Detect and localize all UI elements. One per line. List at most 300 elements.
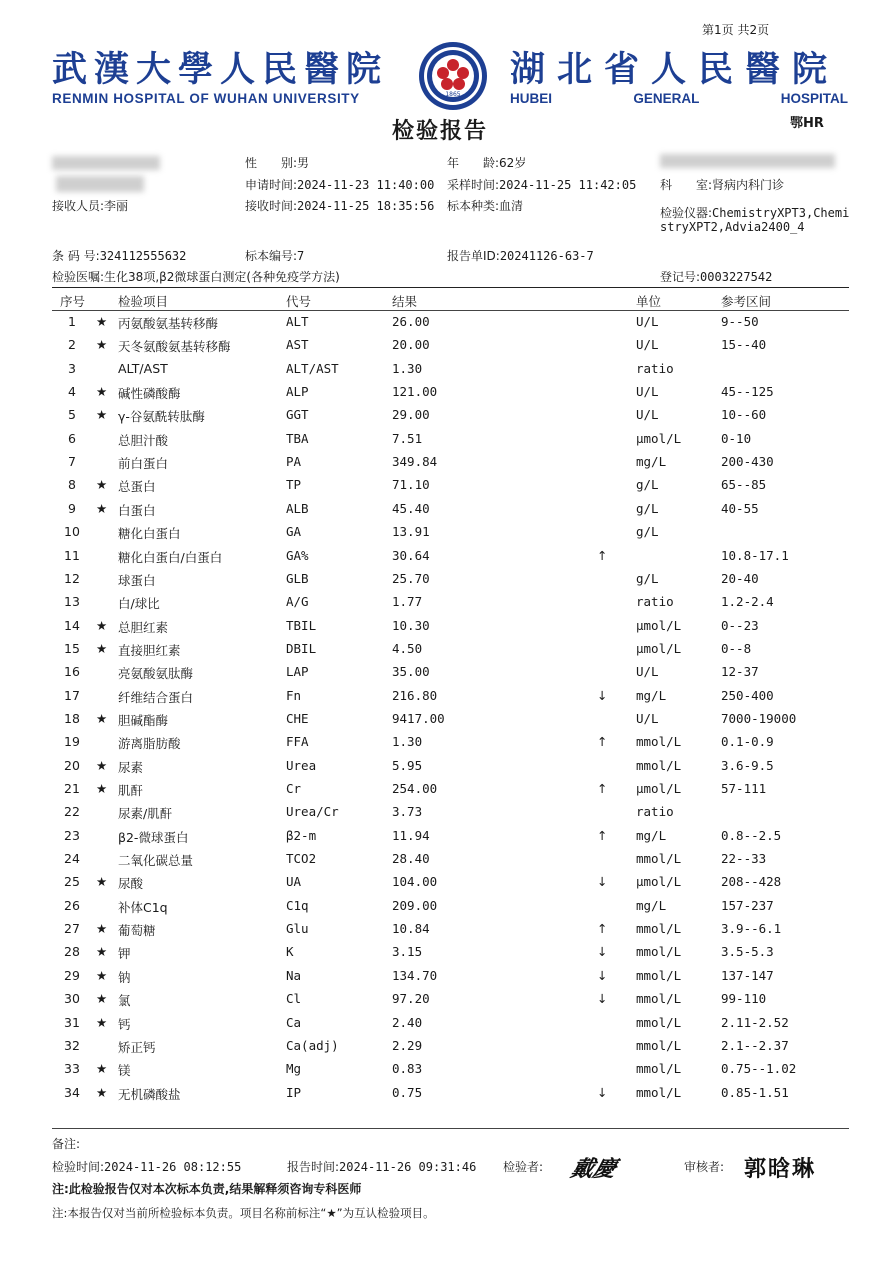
item-result: 121.00 bbox=[392, 384, 438, 400]
item-result: 216.80 bbox=[392, 687, 438, 703]
table-top-rule bbox=[52, 287, 849, 288]
table-header bbox=[52, 292, 849, 315]
item-ref-range: 7000-19000 bbox=[721, 710, 797, 726]
item-star-icon: ★ bbox=[96, 921, 108, 937]
table-row bbox=[52, 664, 849, 687]
item-ref-range: 0-10 bbox=[721, 430, 752, 446]
item-name: 总蛋白 bbox=[118, 479, 156, 495]
table-row bbox=[52, 944, 849, 967]
item-code: UA bbox=[286, 874, 302, 890]
item-result: 35.00 bbox=[392, 664, 430, 680]
reviewer-label: 审核者: bbox=[684, 1160, 725, 1174]
item-code: TBA bbox=[286, 430, 309, 446]
item-unit: U/L bbox=[636, 710, 659, 726]
item-code: C1q bbox=[286, 897, 309, 913]
item-name: 矫正钙 bbox=[118, 1039, 156, 1055]
header-idx: 序号 bbox=[60, 294, 86, 309]
item-name: 白蛋白 bbox=[118, 502, 156, 518]
item-star-icon: ★ bbox=[96, 1084, 108, 1100]
item-code: A/G bbox=[286, 594, 309, 610]
item-index: 20 bbox=[64, 757, 80, 773]
item-unit: ratio bbox=[636, 594, 674, 610]
item-name: 二氧化碳总量 bbox=[118, 853, 194, 869]
item-name: 碱性磷酸酶 bbox=[118, 386, 181, 402]
item-unit: μmol/L bbox=[636, 430, 682, 446]
item-result: 10.84 bbox=[392, 921, 430, 937]
item-ref-range: 15--40 bbox=[721, 337, 767, 353]
item-ref-range: 2.1--2.37 bbox=[721, 1037, 789, 1053]
barcode-field: 条 码 号:324112555632 bbox=[52, 249, 187, 263]
table-row bbox=[52, 898, 849, 921]
item-code: Mg bbox=[286, 1061, 302, 1077]
header-code: 代号 bbox=[286, 294, 312, 309]
item-name: γ-谷氨酰转肽酶 bbox=[118, 409, 205, 425]
item-name: 无机磷酸盐 bbox=[118, 1086, 181, 1102]
item-name: 游离脂肪酸 bbox=[118, 736, 181, 752]
item-ref-range: 0.1-0.9 bbox=[721, 734, 774, 750]
item-index: 12 bbox=[64, 570, 80, 586]
item-index: 19 bbox=[64, 734, 80, 750]
item-name: 补体C1q bbox=[118, 899, 168, 915]
item-flag-icon: ↓ bbox=[597, 874, 608, 890]
hospital-logo bbox=[417, 40, 489, 112]
item-unit: mg/L bbox=[636, 827, 667, 843]
hospital-name-en-left: RENMIN HOSPITAL OF WUHAN UNIVERSITY bbox=[52, 91, 360, 106]
table-row bbox=[52, 361, 849, 384]
item-unit: mmol/L bbox=[636, 1014, 682, 1030]
item-code: ALT/AST bbox=[286, 360, 339, 376]
item-ref-range: 40-55 bbox=[721, 500, 759, 516]
item-index: 34 bbox=[64, 1084, 80, 1100]
item-code: ALP bbox=[286, 384, 309, 400]
item-result: 4.50 bbox=[392, 640, 423, 656]
item-code: PA bbox=[286, 454, 302, 470]
item-unit: U/L bbox=[636, 664, 659, 680]
table-row bbox=[52, 734, 849, 757]
item-index: 16 bbox=[64, 664, 80, 680]
item-result: 1.30 bbox=[392, 360, 423, 376]
item-unit: μmol/L bbox=[636, 617, 682, 633]
item-code: TP bbox=[286, 477, 302, 493]
item-ref-range: 200-430 bbox=[721, 454, 774, 470]
item-index: 14 bbox=[64, 617, 80, 633]
table-row bbox=[52, 337, 849, 360]
item-ref-range: 3.6-9.5 bbox=[721, 757, 774, 773]
item-result: 2.29 bbox=[392, 1037, 423, 1053]
table-row bbox=[52, 548, 849, 571]
test-time-field: 检验时间:2024-11-26 08:12:55 bbox=[52, 1160, 242, 1174]
item-unit: U/L bbox=[636, 314, 659, 329]
report-time-field: 报告时间:2024-11-26 09:31:46 bbox=[287, 1160, 477, 1174]
header-result: 结果 bbox=[392, 294, 418, 309]
age-field: 年 龄:62岁 bbox=[447, 156, 527, 170]
table-row bbox=[52, 524, 849, 547]
item-name: 总胆红素 bbox=[118, 619, 169, 635]
item-name: 糖化白蛋白 bbox=[118, 526, 181, 542]
item-ref-range: 45--125 bbox=[721, 384, 774, 400]
item-result: 26.00 bbox=[392, 314, 430, 329]
item-index: 15 bbox=[64, 640, 80, 656]
table-row bbox=[52, 477, 849, 500]
table-row bbox=[52, 968, 849, 991]
item-result: 349.84 bbox=[392, 454, 438, 470]
item-name: 氯 bbox=[118, 993, 131, 1009]
item-result: 30.64 bbox=[392, 547, 430, 563]
item-ref-range: 22--33 bbox=[721, 851, 767, 867]
table-row bbox=[52, 454, 849, 477]
item-ref-range: 0.8--2.5 bbox=[721, 827, 782, 843]
item-flag-icon: ↑ bbox=[597, 827, 608, 843]
item-ref-range: 10.8-17.1 bbox=[721, 547, 789, 563]
item-unit: g/L bbox=[636, 500, 659, 516]
item-ref-range: 0--8 bbox=[721, 640, 752, 656]
table-row bbox=[52, 571, 849, 594]
receiver-field: 接收人员:李丽 bbox=[52, 199, 129, 213]
item-star-icon: ★ bbox=[96, 384, 108, 400]
item-result: 0.75 bbox=[392, 1084, 423, 1100]
instrument-field-cont: stryXPT2,Advia2400_4 bbox=[660, 220, 805, 234]
item-flag-icon: ↓ bbox=[597, 687, 608, 703]
item-name: 直接胆红素 bbox=[118, 642, 181, 658]
item-star-icon: ★ bbox=[96, 874, 108, 890]
item-name: 总胆汁酸 bbox=[118, 432, 169, 448]
item-ref-range: 57-111 bbox=[721, 781, 767, 796]
item-unit: g/L bbox=[636, 524, 659, 540]
hospital-name-cn-left: 武漢大學人民醫院 bbox=[52, 49, 389, 90]
item-ref-range: 3.9--6.1 bbox=[721, 921, 782, 937]
item-name: 尿素 bbox=[118, 759, 144, 775]
item-index: 22 bbox=[64, 804, 80, 820]
item-code: Fn bbox=[286, 687, 302, 703]
item-result: 0.83 bbox=[392, 1061, 423, 1077]
item-unit: μmol/L bbox=[636, 874, 682, 890]
report-title: 检验报告 bbox=[392, 119, 489, 144]
item-unit: U/L bbox=[636, 407, 659, 423]
item-result: 13.91 bbox=[392, 524, 430, 540]
table-row bbox=[52, 758, 849, 781]
hospital-en-word: HUBEI bbox=[510, 91, 553, 106]
item-code: Urea/Cr bbox=[286, 804, 339, 820]
hospital-en-word: HOSPITAL bbox=[780, 91, 848, 106]
page-indicator: 第1页 共2页 bbox=[702, 23, 770, 37]
item-star-icon: ★ bbox=[96, 781, 108, 796]
item-index: 1 bbox=[68, 314, 76, 329]
item-star-icon: ★ bbox=[96, 314, 108, 329]
register-field: 登记号:0003227542 bbox=[660, 270, 773, 284]
item-name: β2-微球蛋白 bbox=[118, 829, 189, 845]
item-unit: U/L bbox=[636, 337, 659, 353]
redacted-id bbox=[56, 176, 144, 192]
item-index: 7 bbox=[68, 454, 76, 470]
table-row bbox=[52, 1015, 849, 1038]
item-star-icon: ★ bbox=[96, 500, 108, 516]
item-ref-range: 9--50 bbox=[721, 314, 759, 329]
sample-type-field: 标本种类:血清 bbox=[447, 199, 524, 213]
item-name: 肌酐 bbox=[118, 783, 144, 798]
item-flag-icon: ↑ bbox=[597, 781, 608, 796]
item-unit: mmol/L bbox=[636, 944, 682, 960]
item-star-icon: ★ bbox=[96, 757, 108, 773]
item-index: 11 bbox=[64, 547, 80, 563]
item-result: 1.30 bbox=[392, 734, 423, 750]
header-name: 检验项目 bbox=[118, 294, 169, 309]
item-name: 胆碱酯酶 bbox=[118, 712, 169, 728]
item-index: 26 bbox=[64, 897, 80, 913]
item-star-icon: ★ bbox=[96, 1061, 108, 1077]
item-unit: mmol/L bbox=[636, 967, 682, 983]
item-code: Glu bbox=[286, 921, 309, 937]
item-result: 10.30 bbox=[392, 617, 430, 633]
item-name: 镁 bbox=[118, 1063, 131, 1079]
table-row bbox=[52, 921, 849, 944]
item-index: 8 bbox=[68, 477, 76, 493]
instrument-field: 检验仪器:ChemistryXPT3,Chemi bbox=[660, 206, 850, 220]
table-row bbox=[52, 594, 849, 617]
item-star-icon: ★ bbox=[96, 944, 108, 960]
item-unit: mmol/L bbox=[636, 757, 682, 773]
table-row bbox=[52, 688, 849, 711]
receive-time-field: 接收时间:2024-11-25 18:35:56 bbox=[245, 199, 435, 213]
item-index: 25 bbox=[64, 874, 80, 890]
item-code: Na bbox=[286, 967, 302, 983]
item-code: TBIL bbox=[286, 617, 317, 633]
item-code: ALB bbox=[286, 500, 309, 516]
item-index: 33 bbox=[64, 1061, 80, 1077]
item-flag-icon: ↓ bbox=[597, 1084, 608, 1100]
specimen-no-field: 标本编号:7 bbox=[245, 249, 305, 263]
item-ref-range: 157-237 bbox=[721, 897, 774, 913]
item-unit: g/L bbox=[636, 570, 659, 586]
item-index: 3 bbox=[68, 360, 76, 376]
header-unit: 单位 bbox=[636, 294, 662, 309]
item-unit: g/L bbox=[636, 477, 659, 493]
item-code: GA bbox=[286, 524, 302, 540]
item-code: GA% bbox=[286, 547, 309, 563]
redacted-name bbox=[52, 156, 160, 170]
item-flag-icon: ↑ bbox=[597, 921, 608, 937]
item-code: ALT bbox=[286, 314, 309, 329]
disclaimer-bold: 注:此检验报告仅对本次标本负责,结果解释须咨询专科医师 bbox=[52, 1182, 362, 1196]
item-star-icon: ★ bbox=[96, 617, 108, 633]
item-star-icon: ★ bbox=[96, 407, 108, 423]
item-index: 24 bbox=[64, 851, 80, 867]
table-row bbox=[52, 407, 849, 430]
item-index: 32 bbox=[64, 1037, 80, 1053]
item-ref-range: 2.11-2.52 bbox=[721, 1014, 789, 1030]
item-code: β2-m bbox=[286, 827, 317, 843]
item-index: 30 bbox=[64, 991, 80, 1007]
item-code: FFA bbox=[286, 734, 309, 750]
item-index: 21 bbox=[64, 781, 80, 796]
table-row bbox=[52, 851, 849, 874]
logo-year: 1865 bbox=[445, 91, 461, 98]
item-name: 球蛋白 bbox=[118, 572, 156, 588]
table-row bbox=[52, 1038, 849, 1061]
item-ref-range: 3.5-5.3 bbox=[721, 944, 774, 960]
hospital-en-word: GENERAL bbox=[633, 91, 700, 106]
item-index: 9 bbox=[68, 500, 76, 516]
item-name: 尿素/肌酐 bbox=[118, 806, 173, 822]
item-ref-range: 20-40 bbox=[721, 570, 759, 586]
item-unit: mmol/L bbox=[636, 921, 682, 937]
item-result: 45.40 bbox=[392, 500, 430, 516]
item-flag-icon: ↓ bbox=[597, 967, 608, 983]
item-index: 13 bbox=[64, 594, 80, 610]
table-header-rule bbox=[52, 310, 849, 311]
item-result: 71.10 bbox=[392, 477, 430, 493]
item-ref-range: 12-37 bbox=[721, 664, 759, 680]
item-index: 6 bbox=[68, 430, 76, 446]
request-time-field: 申请时间:2024-11-23 11:40:00 bbox=[245, 178, 435, 192]
item-index: 27 bbox=[64, 921, 80, 937]
item-star-icon: ★ bbox=[96, 1014, 108, 1030]
item-result: 134.70 bbox=[392, 967, 438, 983]
item-name: 前白蛋白 bbox=[118, 456, 169, 472]
item-star-icon: ★ bbox=[96, 477, 108, 493]
item-result: 25.70 bbox=[392, 570, 430, 586]
item-name: 尿酸 bbox=[118, 876, 144, 892]
table-row bbox=[52, 314, 849, 337]
item-name: 钾 bbox=[118, 946, 131, 962]
item-code: TCO2 bbox=[286, 851, 317, 867]
item-ref-range: 0.85-1.51 bbox=[721, 1084, 789, 1100]
table-row bbox=[52, 618, 849, 641]
table-row bbox=[52, 431, 849, 454]
item-unit: mg/L bbox=[636, 454, 667, 470]
sample-time-field: 采样时间:2024-11-25 11:42:05 bbox=[447, 178, 637, 192]
item-result: 5.95 bbox=[392, 757, 423, 773]
item-result: 3.15 bbox=[392, 944, 423, 960]
table-bottom-rule bbox=[52, 1128, 849, 1129]
table-row bbox=[52, 804, 849, 827]
item-unit: ratio bbox=[636, 804, 674, 820]
item-index: 10 bbox=[64, 524, 80, 540]
reviewer-signature: 郭晗琳 bbox=[744, 1156, 817, 1182]
item-flag-icon: ↓ bbox=[597, 944, 608, 960]
item-code: Cl bbox=[286, 991, 302, 1007]
table-row bbox=[52, 1061, 849, 1084]
item-index: 5 bbox=[68, 407, 76, 423]
item-code: Urea bbox=[286, 757, 317, 773]
item-result: 11.94 bbox=[392, 827, 430, 843]
item-result: 7.51 bbox=[392, 430, 423, 446]
item-unit: U/L bbox=[636, 384, 659, 400]
item-code: Ca bbox=[286, 1014, 302, 1030]
item-unit: mg/L bbox=[636, 687, 667, 703]
item-star-icon: ★ bbox=[96, 710, 108, 726]
table-row bbox=[52, 874, 849, 897]
remarks-label: 备注: bbox=[52, 1137, 81, 1151]
item-name: 白/球比 bbox=[118, 596, 160, 612]
header-ref: 参考区间 bbox=[721, 294, 772, 309]
item-code: DBIL bbox=[286, 640, 317, 656]
item-index: 17 bbox=[64, 687, 80, 703]
item-name: ALT/AST bbox=[118, 360, 168, 376]
item-name: 亮氨酸氨肽酶 bbox=[118, 666, 194, 682]
disclaimer-note: 注:本报告仅对当前所检验标本负责。项目名称前标注“★”为互认检验项目。 bbox=[52, 1206, 435, 1220]
item-ref-range: 1.2-2.4 bbox=[721, 594, 774, 610]
table-row bbox=[52, 1085, 849, 1108]
item-code: IP bbox=[286, 1084, 302, 1100]
item-unit: mmol/L bbox=[636, 851, 682, 867]
gender-field: 性 别:男 bbox=[245, 156, 310, 170]
table-row bbox=[52, 781, 849, 804]
department-field: 科 室:肾病内科门诊 bbox=[660, 178, 785, 192]
table-row bbox=[52, 711, 849, 734]
item-index: 2 bbox=[68, 337, 76, 353]
item-unit: mmol/L bbox=[636, 1084, 682, 1100]
item-name: 天冬氨酸氨基转移酶 bbox=[118, 339, 231, 355]
item-flag-icon: ↑ bbox=[597, 547, 608, 563]
item-ref-range: 137-147 bbox=[721, 967, 774, 983]
item-unit: mg/L bbox=[636, 897, 667, 913]
item-result: 28.40 bbox=[392, 851, 430, 867]
item-name: 纤维结合蛋白 bbox=[118, 689, 194, 705]
item-ref-range: 0--23 bbox=[721, 617, 759, 633]
item-code: LAP bbox=[286, 664, 309, 680]
item-result: 9417.00 bbox=[392, 710, 445, 726]
item-index: 31 bbox=[64, 1014, 80, 1030]
item-flag-icon: ↓ bbox=[597, 991, 608, 1007]
hospital-name-en-right bbox=[510, 91, 848, 106]
item-unit: mmol/L bbox=[636, 1061, 682, 1077]
item-unit: μmol/L bbox=[636, 781, 682, 796]
item-index: 4 bbox=[68, 384, 76, 400]
table-row bbox=[52, 641, 849, 664]
item-index: 28 bbox=[64, 944, 80, 960]
item-code: GGT bbox=[286, 407, 309, 423]
item-result: 20.00 bbox=[392, 337, 430, 353]
item-ref-range: 10--60 bbox=[721, 407, 767, 423]
item-index: 23 bbox=[64, 827, 80, 843]
item-unit: mmol/L bbox=[636, 734, 682, 750]
item-code: GLB bbox=[286, 570, 309, 586]
item-code: Ca(adj) bbox=[286, 1037, 339, 1053]
tester-label: 检验者: bbox=[503, 1160, 544, 1174]
redacted-record bbox=[660, 154, 835, 168]
item-name: 糖化白蛋白/白蛋白 bbox=[118, 549, 223, 565]
item-star-icon: ★ bbox=[96, 640, 108, 656]
item-ref-range: 99-110 bbox=[721, 991, 767, 1007]
item-unit: ratio bbox=[636, 360, 674, 376]
item-index: 18 bbox=[64, 710, 80, 726]
item-result: 1.77 bbox=[392, 594, 423, 610]
item-ref-range: 0.75--1.02 bbox=[721, 1061, 797, 1077]
report-id-field: 报告单ID:20241126-63-7 bbox=[447, 249, 594, 263]
table-row bbox=[52, 991, 849, 1014]
table-row bbox=[52, 828, 849, 851]
item-star-icon: ★ bbox=[96, 991, 108, 1007]
item-name: 钠 bbox=[118, 969, 131, 985]
table-row bbox=[52, 384, 849, 407]
item-code: Cr bbox=[286, 781, 302, 796]
item-name: 葡萄糖 bbox=[118, 923, 156, 939]
item-flag-icon: ↑ bbox=[597, 734, 608, 750]
item-unit: μmol/L bbox=[636, 640, 682, 656]
item-index: 29 bbox=[64, 967, 80, 983]
item-result: 254.00 bbox=[392, 781, 438, 796]
item-unit: mmol/L bbox=[636, 991, 682, 1007]
item-ref-range: 250-400 bbox=[721, 687, 774, 703]
item-star-icon: ★ bbox=[96, 337, 108, 353]
table-row bbox=[52, 501, 849, 524]
item-result: 2.40 bbox=[392, 1014, 423, 1030]
item-name: 丙氨酸氨基转移酶 bbox=[118, 316, 219, 331]
item-ref-range: 65--85 bbox=[721, 477, 767, 493]
item-result: 3.73 bbox=[392, 804, 423, 820]
item-result: 97.20 bbox=[392, 991, 430, 1007]
item-unit: mmol/L bbox=[636, 1037, 682, 1053]
